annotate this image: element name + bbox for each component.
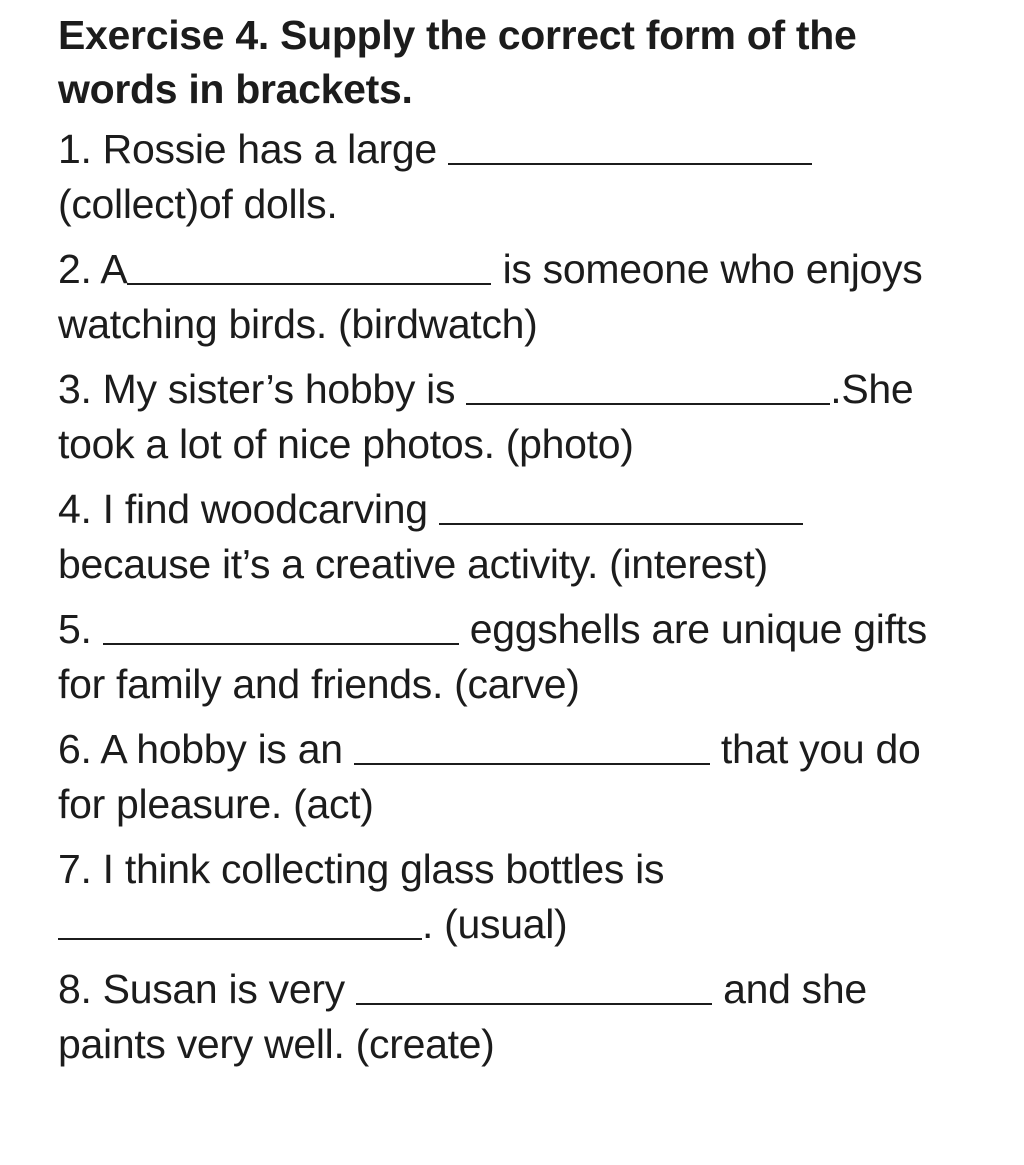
question-6-text-before: 6. A hobby is an bbox=[58, 726, 354, 772]
question-1-text-after: (collect)of dolls. bbox=[58, 181, 338, 227]
question-8-text-after: and she paints very well. (create) bbox=[58, 966, 867, 1067]
question-3 bbox=[58, 362, 958, 472]
question-4-text-after: because it’s a creative activity. (interest) bbox=[58, 541, 768, 587]
answer-blank-4[interactable] bbox=[439, 523, 803, 525]
question-6 bbox=[58, 722, 958, 832]
question-5 bbox=[58, 602, 958, 712]
question-3-text-after: .She took a lot of nice photos. (photo) bbox=[58, 366, 914, 467]
question-3-text-before: 3. My sister’s hobby is bbox=[58, 366, 467, 412]
question-1 bbox=[58, 122, 958, 232]
exercise-title: Exercise 4. Supply the correct form of the words in brackets. bbox=[58, 12, 857, 112]
question-7-text-before: 7. I think collecting glass bottles is bbox=[58, 846, 665, 892]
question-5-text-after: eggshells are unique gifts for family and friends. (carve) bbox=[58, 606, 927, 707]
question-2-text-before: 2. A bbox=[58, 246, 128, 292]
answer-blank-7[interactable] bbox=[58, 938, 422, 940]
question-7-text-after: . (usual) bbox=[422, 901, 568, 947]
answer-blank-5[interactable] bbox=[103, 643, 459, 645]
question-8-text-before: 8. Susan is very bbox=[58, 966, 356, 1012]
question-6-text-after: that you do for pleasure. (act) bbox=[58, 726, 921, 827]
question-5-text-before: 5. bbox=[58, 606, 103, 652]
answer-blank-1[interactable] bbox=[448, 163, 812, 165]
answer-blank-6[interactable] bbox=[354, 763, 710, 765]
question-1-text-before: 1. Rossie has a large bbox=[58, 126, 448, 172]
question-2 bbox=[58, 242, 958, 352]
question-4-text-before: 4. I find woodcarving bbox=[58, 486, 439, 532]
question-4 bbox=[58, 482, 958, 592]
exercise-page bbox=[58, 8, 958, 1082]
question-2-text-after: is someone who enjoys watching birds. (birdwatch) bbox=[58, 246, 923, 347]
answer-blank-2[interactable] bbox=[127, 283, 491, 285]
question-7 bbox=[58, 842, 958, 952]
question-8 bbox=[58, 962, 958, 1072]
answer-blank-8[interactable] bbox=[356, 1003, 712, 1005]
answer-blank-3[interactable] bbox=[466, 403, 830, 405]
